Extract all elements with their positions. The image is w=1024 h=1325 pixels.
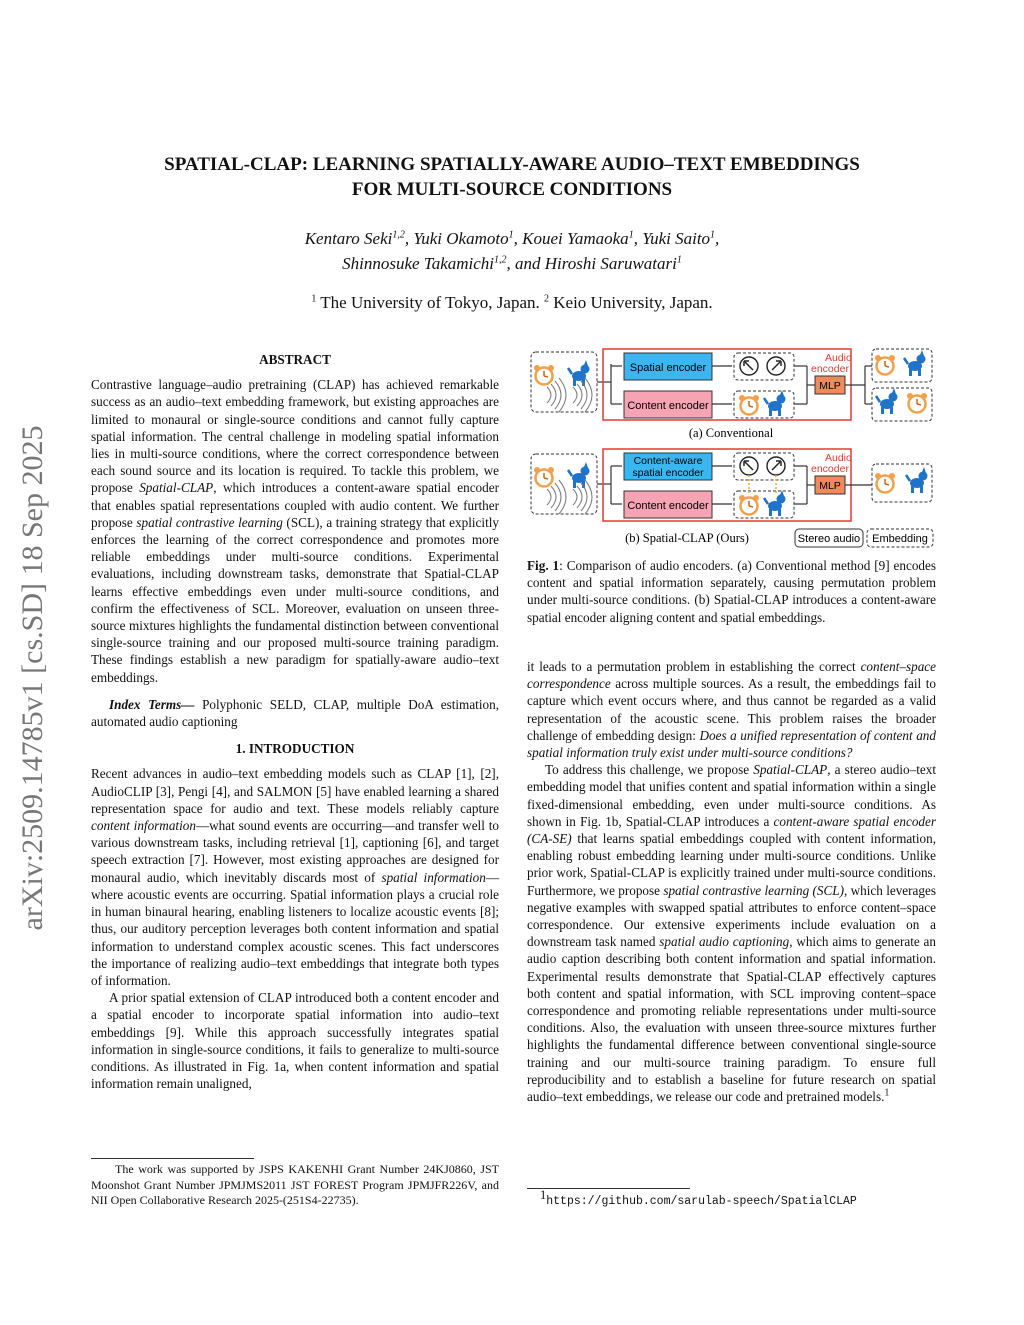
- figure-caption: [527, 557, 936, 626]
- audio-encoder-label: Audio: [825, 352, 852, 364]
- author-affil: 1: [508, 229, 514, 241]
- alarm-clock-icon: [534, 467, 554, 487]
- author-name: Yuki Saito: [642, 229, 711, 248]
- alarm-clock-icon: [534, 365, 554, 385]
- caption-text: : Comparison of audio encoders. (a) Conventional method [9] encodes content and spatial information separately, causing permutation problem under multi-source conditions. (b) Spatial-CLAP introduces a content-aware spatial encoder aligning content and spatial embeddings.: [527, 558, 936, 625]
- diagram-conventional: [531, 349, 932, 440]
- spatial-encoder-label: Spatial encoder: [629, 362, 707, 374]
- author-list: [80, 226, 944, 276]
- ca-encoder-label-1: Content-aware: [633, 455, 703, 467]
- direction-right-icon: [767, 457, 785, 475]
- title-line-2: FOR MULTI-SOURCE CONDITIONS: [351, 179, 673, 200]
- direction-right-icon: [767, 357, 785, 375]
- author-affil: 1: [628, 229, 634, 241]
- right-paragraph-1: it leads to a permutation problem in establishing the correct content–space correspondence across multiple sources. As a result, the embeddings fail to capture which event occurs where, and thus cannot be regarded as a valid representation of the acoustic scene. This problem raises the broader challenge of embedding design: Does a unified representation of content and spatial information truly exist under multi-source conditions?: [527, 659, 936, 761]
- code-url-footnote: $^1$https://github.com/sarulab-speech/SpatialCLAP: [540, 1188, 857, 1208]
- diagram-spatial-clap: [531, 449, 933, 547]
- affiliations: [80, 293, 944, 313]
- mlp-label: MLP: [819, 480, 841, 492]
- author-name: Yuki Okamoto: [413, 229, 509, 248]
- footnote-rule: [91, 1158, 254, 1159]
- legend-stereo-label: Stereo audio: [797, 533, 861, 545]
- author-name: Kentaro Seki: [304, 229, 393, 248]
- arxiv-identifier: arXiv:2509.14785v1 [cs.SD] 18 Sep 2025: [16, 425, 49, 931]
- intro-paragraph-1: Recent advances in audio–text embedding models such as CLAP [1], [2], AudioCLIP [3], Pengi [4], and SALMON [5] have enabled learning a shared representation space for audio and text. These models reliably capture content information—what sound events are occurring—and transfer well to various downstream tasks, including retrieval [1], captioning [6], and target speech extraction [7]. However, most existing approaches are designed for monaural audio, which inevitably discards most of spatial information—where acoustic events are occurring. Spatial information plays a crucial role in human binaural hearing, enabling listeners to localize acoustic events [8]; thus, our auditory perception leverages both content information and spatial information to understand complex acoustic scenes. This fact underscores the importance of realizing audio–text embeddings that integrate both types of information.: [91, 766, 500, 988]
- legend-embedding-label: Embedding: [872, 533, 928, 545]
- left-column: [91, 351, 499, 1092]
- audio-encoder-label-2: encoder: [811, 463, 849, 475]
- footnote-rule: [527, 1188, 690, 1189]
- author-sep: , and: [506, 254, 545, 273]
- affil-num: 2: [544, 293, 549, 305]
- affil-text: The University of Tokyo, Japan.: [320, 293, 540, 312]
- affil-text: Keio University, Japan.: [553, 293, 713, 312]
- author-name: Hiroshi Saruwatari: [544, 254, 677, 273]
- code-url-link[interactable]: https://github.com/sarulab-speech/SpatialCLAP: [546, 1195, 857, 1208]
- alarm-clock-icon: [739, 395, 759, 415]
- abstract-heading: ABSTRACT: [259, 352, 331, 367]
- ca-encoder-label-2: spatial encoder: [632, 467, 704, 479]
- abstract-text: Contrastive language–audio pretraining (CLAP) has achieved remarkable success as an audio–text embedding framework, but existing approaches are limited to monaural or single-source conditions and cannot fully capture spatial information. The central challenge in modeling spatial information lies in multi-source conditions, where the correct correspondence between each sound source and its location is required. To tackle this problem, we propose Spatial-CLAP, which introduces a content-aware spatial encoder that enables spatial representations coupled with audio content. We further propose spatial contrastive learning (SCL), a training strategy that explicitly enforces the learning of the correct correspondence and promotes more reliable embeddings under multi-source conditions. Experimental evaluations, including downstream tasks, demonstrate that Spatial-CLAP learns effective embeddings even under multi-source conditions, and confirm the effectiveness of SCL. Moreover, evaluation on unseen three-source mixtures highlights the fundamental distinction between conventional single-source training and our proposed multi-source training paradigm. These findings establish a new paradigm for spatially-aware audio–text embeddings.: [91, 377, 499, 685]
- alarm-clock-icon: [875, 473, 895, 493]
- section-heading-introduction: 1. INTRODUCTION: [235, 741, 355, 757]
- author-sep: ,: [404, 229, 414, 248]
- author-affil: 1,2: [392, 229, 405, 241]
- author-affil: 1: [710, 229, 716, 241]
- audio-encoder-label-2: encoder: [811, 363, 849, 375]
- affil-num: 1: [311, 293, 317, 305]
- direction-left-icon: [740, 457, 758, 475]
- caption-label: Fig. 1: [527, 558, 560, 573]
- title-line-1: SPATIAL-CLAP: LEARNING SPATIALLY-AWARE AUDIO–TEXT EMBEDDINGS: [164, 154, 860, 175]
- figure-label-b: (b) Spatial-CLAP (Ours): [625, 531, 749, 545]
- right-paragraph-2: To address this challenge, we propose Spatial-CLAP, a stereo audio–text embedding model that unifies content and spatial information within a single fixed-dimensional embedding, even under multi-source conditions. As shown in Fig. 1b, Spatial-CLAP introduces a content-aware spatial encoder (CA-SE) that learns spatial embeddings coupled with content information, enabling robust embedding learning under multi-source conditions. Unlike prior work, Spatial-CLAP is explicitly trained under multi-source conditions. Furthermore, we propose spatial contrastive learning (SCL), which leverages negative examples with swapped spatial attributes to enforce content–space correspondence. Our extensive experiments include evaluation on a downstream task named spatial audio captioning, which aims to generate an audio caption describing both content information and spatial information. Experimental results demonstrate that Spatial-CLAP effectively captures both content and spatial information, with SCL improving content–space correspondence and promoting reliable representations under multi-source conditions. Also, the evaluation with unseen three-source mixtures further highlights the fundamental difference between conventional single-source training and our multi-source training paradigm. To ensure full reproducibility and to establish a baseline for future research on spatial audio–text embeddings, we release our code and pretrained models.$^1$: [527, 762, 936, 1105]
- content-encoder-label: Content encoder: [627, 400, 709, 412]
- author-name: Kouei Yamaoka: [522, 229, 629, 248]
- author-sep: ,: [633, 229, 643, 248]
- funding-footnote: The work was supported by JSPS KAKENHI Grant Number 24KJ0860, JST Moonshot Grant Number JPMJMS2011 JST FOREST Program JPMJFR226V, and NII Open Collaborative Research 2025-(251S4-22735).: [91, 1162, 499, 1207]
- alarm-clock-icon: [907, 393, 927, 413]
- direction-left-icon: [740, 357, 758, 375]
- content-encoder-label: Content encoder: [627, 500, 709, 512]
- index-terms: Index Terms— Polyphonic SELD, CLAP, multiple DoA estimation, automated audio captioning: [91, 696, 499, 730]
- right-column: [527, 658, 936, 1105]
- paper-title: [80, 152, 944, 202]
- alarm-clock-icon: [739, 495, 759, 515]
- intro-paragraph-2: A prior spatial extension of CLAP introduced both a content encoder and a spatial encoder to incorporate spatial information into audio–text embeddings [9]. While this approach successfully integrates spatial information in single-source conditions, it fails to generalize to multi-source conditions. As illustrated in Fig. 1a, when content information and spatial information remain unaligned,: [91, 990, 499, 1092]
- mlp-label: MLP: [819, 380, 841, 392]
- author-sep: ,: [513, 229, 523, 248]
- alarm-clock-icon: [875, 355, 895, 375]
- footnote-marker: 1: [884, 1087, 890, 1099]
- figure-1: [527, 344, 936, 562]
- author-affil: 1,2: [494, 254, 507, 266]
- audio-encoder-label: Audio: [825, 452, 852, 464]
- author-sep: ,: [715, 229, 720, 248]
- figure-label-a: (a) Conventional: [688, 426, 774, 440]
- author-name: Shinnosuke Takamichi: [342, 254, 495, 273]
- author-affil: 1: [676, 254, 682, 266]
